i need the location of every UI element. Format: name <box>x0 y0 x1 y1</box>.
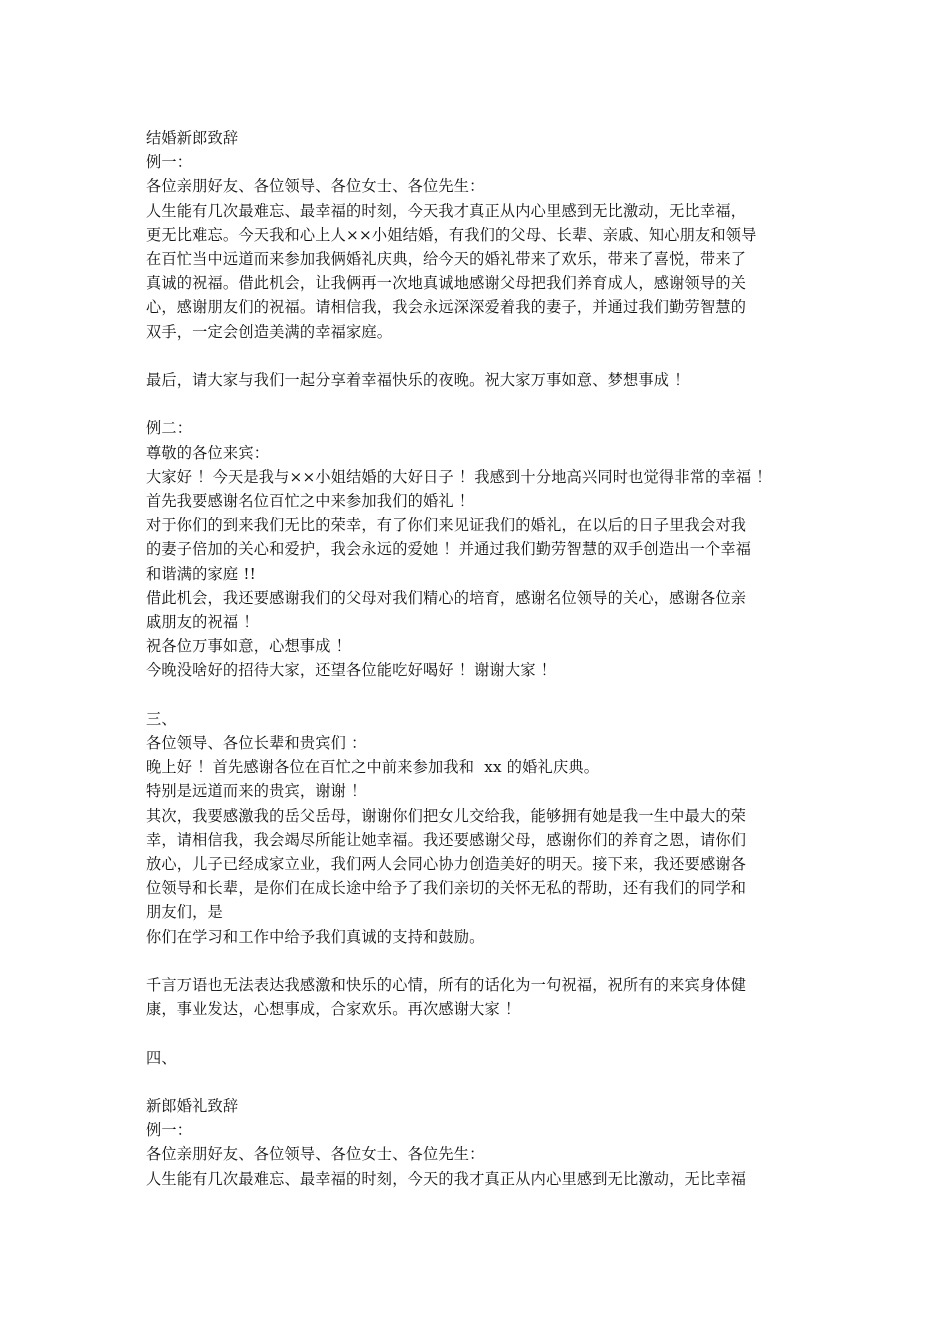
text-line: 更无比难忘。今天我和心上人××小姐结婚，有我们的父母、长辈、亲戚、知心朋友和领导 <box>146 225 757 244</box>
text-line: 的妻子倍加的关心和爱护，我会永远的爱她 ！并通过我们勤劳智慧的双手创造出一个幸福 <box>146 540 752 559</box>
text-line: 最后，请大家与我们一起分享着幸福快乐的夜晚。祝大家万事如意、梦想事成 ！ <box>146 371 690 390</box>
text-line: 例一： <box>146 1121 193 1140</box>
text-line: 新郎婚礼致辞 <box>146 1097 239 1116</box>
text-line: 戚朋友的祝福 ！ <box>146 613 259 632</box>
text-line: 晚上好 ！首先感谢各位在百忙之中前来参加我和 xx 的婚礼庆典。 <box>146 758 600 777</box>
text-line: 放心，儿子已经成家立业，我们两人会同心协力创造美好的明天。接下来，我还要感谢各 <box>146 855 747 874</box>
text-line: 和谐满的家庭 !! <box>146 564 256 583</box>
text-line: 特别是远道而来的贵宾，谢谢 ！ <box>146 782 367 801</box>
text-line: 结婚新郎致辞 <box>146 129 239 147</box>
text-line: 各位亲朋好友、各位领导、各位女士、各位先生： <box>146 1145 485 1164</box>
text-line: 例二： <box>146 419 193 438</box>
text-line: 各位亲朋好友、各位领导、各位女士、各位先生： <box>146 177 485 196</box>
blank-line <box>146 1070 810 1094</box>
text-line: 人生能有几次最难忘、最幸福的时刻，今天我才真正从内心里感到无比激动，无比幸福， <box>146 201 747 220</box>
text-line: 位领导和长辈，是你们在成长途中给予了我们亲切的关怀无私的帮助，还有我们的同学和 <box>146 879 747 898</box>
text-line: 人生能有几次最难忘、最幸福的时刻，今天的我才真正从内心里感到无比激动，无比幸福 <box>146 1169 747 1188</box>
text-line: 尊敬的各位来宾： <box>146 443 270 462</box>
text-line: 你们在学习和工作中给予我们真诚的支持和鼓励。 <box>146 927 485 946</box>
text-line: 真诚的祝福。借此机会，让我俩再一次地真诚地感谢父母把我们养育成人，感谢领导的关 <box>146 274 747 293</box>
text-line: 在百忙当中远道而来参加我俩婚礼庆典，给今天的婚礼带来了欢乐，带来了喜悦，带来了 <box>146 250 747 269</box>
text-line: 借此机会，我还要感谢我们的父母对我们精心的培育，感谢名位领导的关心，感谢各位亲 <box>146 588 747 607</box>
text-line: 例一： <box>146 153 193 172</box>
text-line: 各位领导、各位长辈和贵宾们 ： <box>146 734 367 753</box>
text-line: 大家好 ！今天是我与××小姐结婚的大好日子 ！我感到十分地高兴同时也觉得非常的幸福 ！ <box>146 467 772 486</box>
blank-line <box>146 949 810 973</box>
text-line: 双手，一定会创造美满的幸福家庭。 <box>146 322 393 341</box>
text-line: 心，感谢朋友们的祝福。请相信我，我会永远深深爱着我的妻子，并通过我们勤劳智慧的 <box>146 298 747 317</box>
text-line: 幸，请相信我，我会竭尽所能让她幸福。我还要感谢父母，感谢你们的养育之恩，请你们 <box>146 830 747 849</box>
text-line: 对于你们的到来我们无比的荣幸，有了你们来见证我们的婚礼，在以后的日子里我会对我 <box>146 516 747 535</box>
text-line: 其次，我要感激我的岳父岳母，谢谢你们把女儿交给我，能够拥有她是我一生中最大的荣 <box>146 806 747 825</box>
blank-line <box>146 683 810 707</box>
text-line: 朋友们，是 <box>146 903 223 922</box>
text-line: 康，事业发达，心想事成，合家欢乐。再次感谢大家 ！ <box>146 1000 521 1019</box>
blank-line <box>146 1021 810 1045</box>
text-line: 四、 <box>146 1048 177 1067</box>
text-line: 祝各位万事如意，心想事成 ！ <box>146 637 352 656</box>
text-line: 千言万语也无法表达我感激和快乐的心情，所有的话化为一句祝福，祝所有的来宾身体健 <box>146 976 747 995</box>
document-body <box>146 126 810 1191</box>
blank-line <box>146 392 810 416</box>
text-line: 今晚没啥好的招待大家，还望各位能吃好喝好 ！谢谢大家 ！ <box>146 661 557 680</box>
text-line: 首先我要感谢名位百忙之中来参加我们的婚礼 ！ <box>146 492 475 511</box>
blank-line <box>146 344 810 368</box>
text-line: 三、 <box>146 709 177 728</box>
